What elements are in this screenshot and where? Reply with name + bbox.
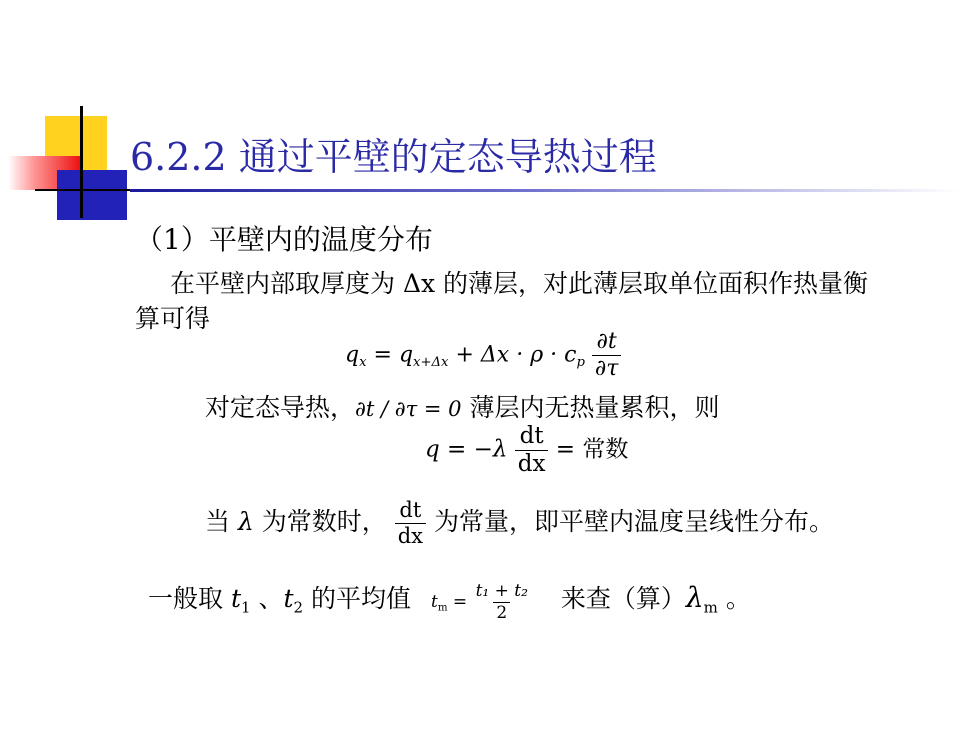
mean-t1: t	[230, 584, 241, 613]
eq2-lhs: q = −λ	[425, 436, 508, 463]
lambda-fraction	[395, 500, 426, 547]
paragraph-line-2: 算可得	[135, 304, 211, 333]
eq1-frac-den: ∂τ	[592, 355, 622, 380]
mean-fraction	[473, 583, 531, 622]
steady-suffix: 薄层内无热量累积，则	[461, 393, 720, 422]
eq1-q: q	[345, 342, 360, 368]
lambda-p2: 为常数时，	[253, 507, 387, 536]
eq1-rest: + Δx · ρ · c	[448, 342, 577, 368]
mean-tm-eq: =	[447, 592, 473, 612]
eq1-q2-sub: x+Δx	[413, 355, 449, 371]
mean-t1-sub: 1	[241, 598, 251, 617]
mean-value-line	[148, 582, 751, 625]
mean-p3: 的平均值	[303, 584, 412, 613]
section-heading: （1）平壁内的温度分布	[135, 223, 433, 256]
mean-tm: t	[431, 592, 438, 612]
mean-p4: 来查（算）	[560, 584, 686, 613]
paragraph-line-1: 在平壁内部取厚度为 Δx 的薄层，对此薄层取单位面积作热量衡	[170, 269, 869, 298]
eq2-frac-den: dx	[515, 450, 549, 476]
mean-p5: 。	[717, 584, 751, 613]
logo-vertical-line	[80, 106, 83, 218]
eq1-equals: =	[366, 342, 399, 368]
steady-math: ∂t / ∂τ = 0	[355, 397, 462, 421]
mean-lambda-sub: m	[703, 598, 718, 617]
slide-title: 6.2.2 通过平壁的定态导热过程	[130, 135, 657, 179]
mean-t2: t	[283, 584, 294, 613]
lambda-frac-den: dx	[395, 523, 426, 547]
eq1-q-sub: x	[359, 355, 367, 371]
eq1-fraction	[592, 331, 622, 380]
mean-lambda: λ	[685, 581, 704, 614]
logo-blue-square	[57, 170, 127, 220]
logo-horizontal-line	[35, 189, 130, 191]
mean-frac-num: t₁ + t₂	[475, 581, 528, 601]
mean-t2-sub: 2	[293, 598, 304, 617]
eq1-q2: q	[398, 342, 414, 368]
lambda-p1: 当	[205, 507, 238, 536]
eq1-cp-sub: p	[576, 355, 585, 371]
equation-fourier	[425, 425, 628, 476]
mean-tm-sub: m	[437, 602, 448, 614]
steady-prefix: 对定态导热，	[205, 393, 356, 422]
lambda-symbol: λ	[237, 507, 254, 536]
mean-p1: 一般取	[148, 584, 231, 613]
lambda-p3: 为常量，即平壁内温度呈线性分布。	[426, 507, 834, 536]
equation-heat-balance	[345, 331, 621, 380]
mean-frac-den: 2	[493, 602, 510, 622]
title-underline	[130, 189, 960, 192]
lambda-constant-line	[205, 500, 834, 547]
lambda-frac-num: dt	[399, 498, 422, 522]
eq2-rhs: = 常数	[548, 436, 629, 463]
eq2-fraction	[515, 425, 549, 476]
mean-p2: 、	[250, 584, 284, 613]
eq2-frac-num: dt	[519, 423, 544, 449]
eq1-frac-num: ∂t	[596, 329, 617, 354]
mean-tm-group	[431, 581, 531, 623]
steady-state-line	[205, 392, 719, 425]
